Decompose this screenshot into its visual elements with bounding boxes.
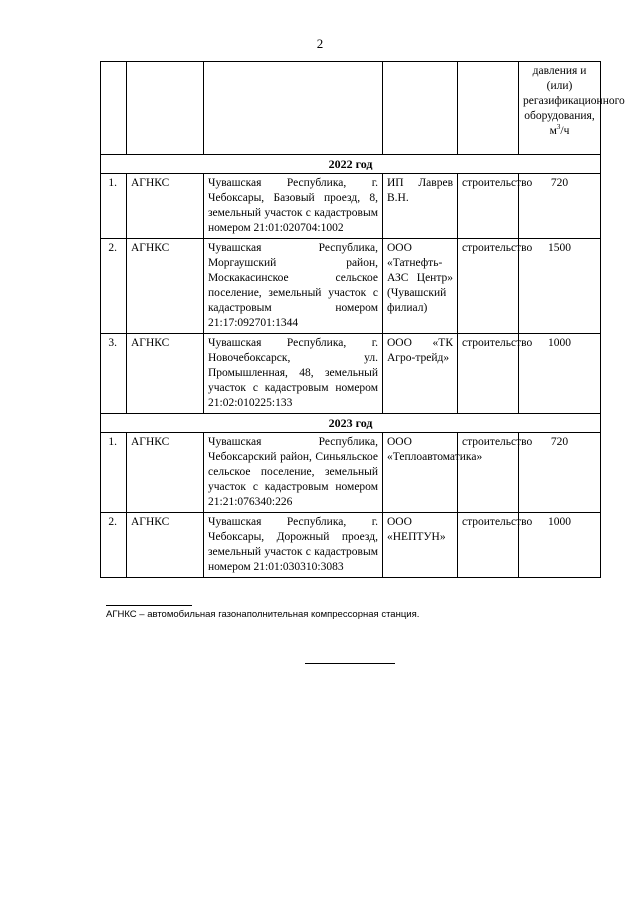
year-row — [101, 414, 601, 433]
header-cell-owner — [383, 62, 458, 155]
row-number: 2. — [101, 239, 127, 334]
capacity: 1000 — [519, 334, 601, 414]
station-owner: ИП Лаврев В.Н. — [383, 174, 458, 239]
footnote-divider — [106, 605, 192, 606]
capacity: 720 — [519, 433, 601, 513]
station-owner: ООО «ТК Агро-трейд» — [383, 334, 458, 414]
header-cell-address — [204, 62, 383, 155]
year-row — [101, 155, 601, 174]
station-type: АГНКС — [127, 174, 204, 239]
station-address: Чувашская Республика, г. Чебоксары, Дорожный проезд, земельный участок с кадастровым номером 21:01:030310:3083 — [204, 513, 383, 578]
stations-table — [100, 61, 625, 578]
page-number: 2 — [316, 36, 324, 51]
capacity: 720 — [519, 174, 601, 239]
station-type: АГНКС — [127, 334, 204, 414]
table-row — [101, 174, 601, 239]
footnote: АГНКС – автомобильная газонаполнительная компрессорная станция. — [106, 609, 420, 620]
work-type: строительство — [458, 433, 519, 513]
year-label: 2022 год — [101, 155, 601, 174]
work-type: строительство — [458, 334, 519, 414]
station-address: Чувашская Республика, Чебоксарский район, Синьяльское сельское поселение, земельный участок с кадастровым номером 21:21:076340:226 — [204, 433, 383, 513]
station-address: Чувашская Республика, г. Чебоксары, Базовый проезд, 8, земельный участок с кадастровым номером 21:01:020704:1002 — [204, 174, 383, 239]
work-type: строительство — [458, 174, 519, 239]
row-number: 1. — [101, 174, 127, 239]
table-header-continuation — [101, 62, 601, 155]
station-address: Чувашская Республика, Моргаушский район, Москакасинское сельское поселение, земельный участок с кадастровым номером 21:17:092701:1344 — [204, 239, 383, 334]
year-label: 2023 год — [101, 414, 601, 433]
row-number: 3. — [101, 334, 127, 414]
table-row — [101, 334, 601, 414]
station-address: Чувашская Республика, г. Новочебоксарск, ул. Промышленная, 48, земельный участок с кадастровым номером 21:02:010225:133 — [204, 334, 383, 414]
station-type: АГНКС — [127, 239, 204, 334]
row-number: 1. — [101, 433, 127, 513]
station-owner: ООО «НЕПТУН» — [383, 513, 458, 578]
table-row — [101, 239, 601, 334]
header-cell-type — [127, 62, 204, 155]
station-owner: ООО «Татнефть-АЗС Центр» (Чувашский филиал) — [383, 239, 458, 334]
station-type: АГНКС — [127, 513, 204, 578]
end-divider — [305, 663, 395, 664]
work-type: строительство — [458, 513, 519, 578]
header-cell-num — [101, 62, 127, 155]
capacity: 1500 — [519, 239, 601, 334]
work-type: строительство — [458, 239, 519, 334]
row-number: 2. — [101, 513, 127, 578]
table-row — [101, 433, 601, 513]
header-cell-capacity: давления и (или) регазификационного оборудования, $м^3/ч$ — [519, 62, 601, 155]
table-row — [101, 513, 601, 578]
station-type: АГНКС — [127, 433, 204, 513]
station-owner: ООО «Теплоавтоматика» — [383, 433, 458, 513]
header-cell-work — [458, 62, 519, 155]
capacity: 1000 — [519, 513, 601, 578]
